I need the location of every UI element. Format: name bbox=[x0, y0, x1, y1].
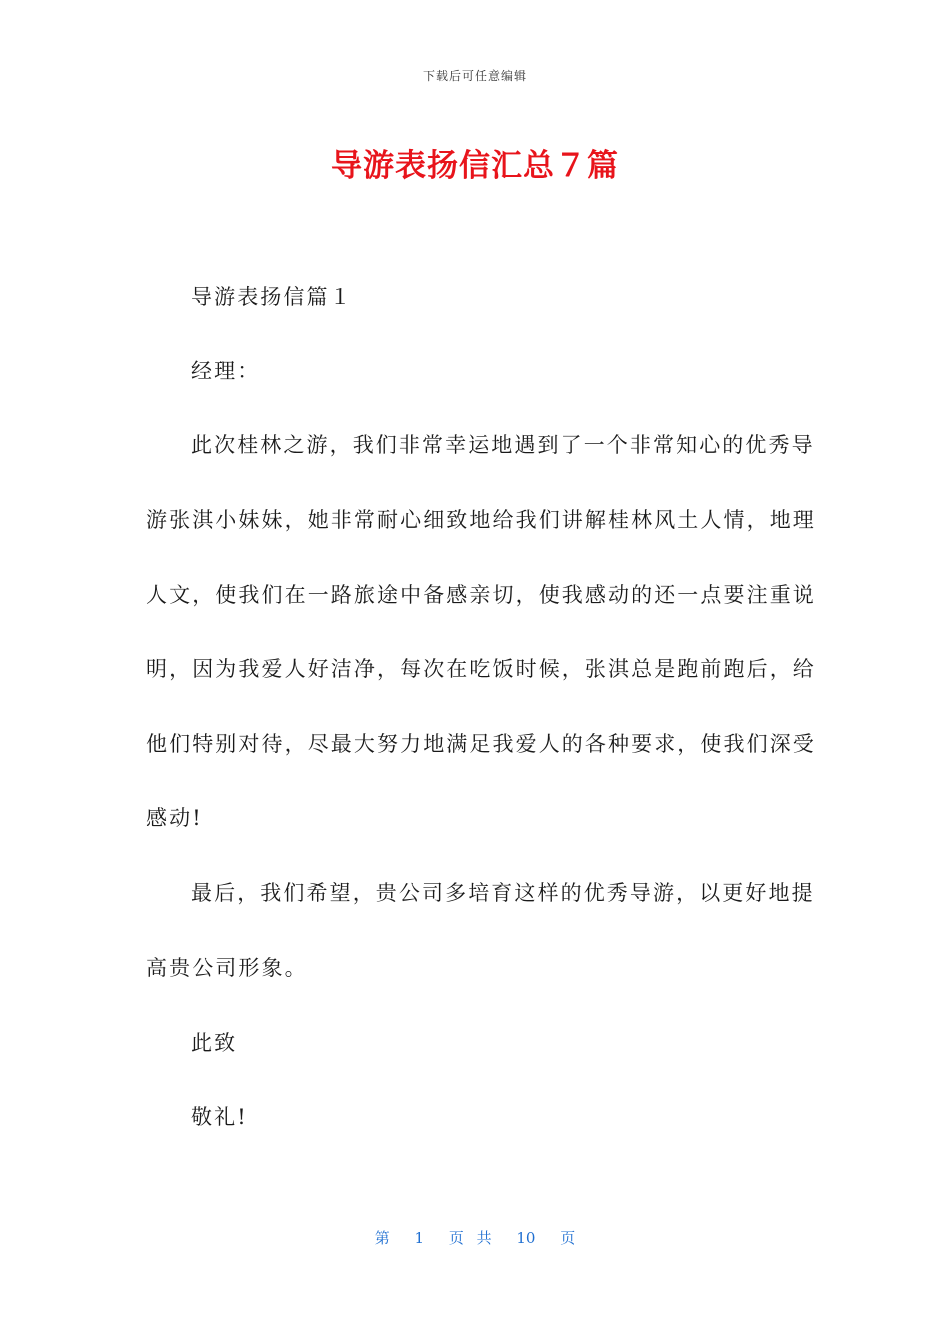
paragraph-line: 他们特别对待，尽最大努力地满足我爱人的各种要求，使我们深受 bbox=[146, 732, 816, 756]
footer-current-page: 1 bbox=[414, 1229, 425, 1247]
paragraph-line: 游张淇小妹妹，她非常耐心细致地给我们讲解桂林风土人情，地理 bbox=[146, 508, 816, 532]
paragraph-line: 感动! bbox=[146, 806, 203, 830]
paragraph-line: 最后，我们希望，贵公司多培育这样的优秀导游，以更好地提 bbox=[191, 881, 815, 905]
paragraph-line: 此次桂林之游，我们非常幸运地遇到了一个非常知心的优秀导 bbox=[191, 433, 815, 457]
paragraph-line: 高贵公司形象。 bbox=[146, 956, 308, 980]
paragraph-line: 人文，使我们在一路旅途中备感亲切，使我感动的还一点要注重说 bbox=[146, 583, 816, 607]
paragraph-line: 明，因为我爱人好洁净，每次在吃饭时候，张淇总是跑前跑后，给 bbox=[146, 657, 816, 681]
footer-label-page: 第 bbox=[374, 1229, 390, 1247]
document-title: 导游表扬信汇总７篇 bbox=[331, 148, 619, 184]
footer-label-end: 页 bbox=[560, 1229, 576, 1247]
paragraph-line: 导游表扬信篇１ bbox=[191, 285, 353, 309]
footer-label-of: 页 共 bbox=[448, 1229, 492, 1247]
paragraph-line: 此致 bbox=[191, 1031, 238, 1055]
paragraph-line: 经理： bbox=[191, 359, 261, 383]
paragraph-line: 敬礼! bbox=[191, 1105, 248, 1129]
page-footer bbox=[0, 1227, 950, 1248]
footer-total-pages: 10 bbox=[516, 1229, 536, 1247]
header-note: 下载后可任意编辑 bbox=[422, 69, 527, 83]
